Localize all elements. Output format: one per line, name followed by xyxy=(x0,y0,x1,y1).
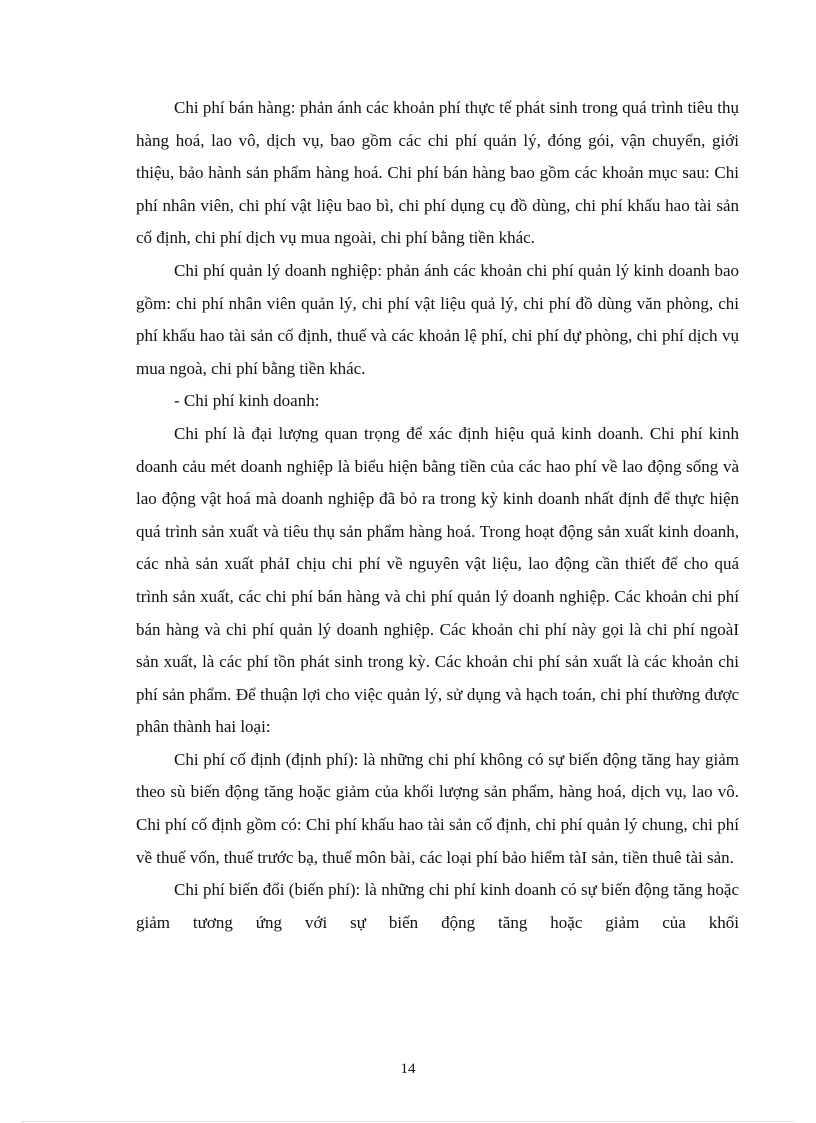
paragraph-variable-costs: Chi phí biến đổi (biến phí): là những chi phí kinh doanh có sự biến động tăng hoặc giảm tương ứng với sự biến động tăng hoặc giảm của khối xyxy=(136,880,739,932)
page-number: 14 xyxy=(400,1061,416,1077)
document-body xyxy=(136,92,739,939)
paragraph-selling-expenses: Chi phí bán hàng: phản ánh các khoản phí thực tế phát sinh trong quá trình tiêu thụ hàng hoá, lao vô, dịch vụ, bao gồm các chi phí quản lý, đóng gói, vận chuyển, giới thiệu, bảo hành sản phẩm hàng hoá. Chi phí bán hàng bao gồm các khoản mục sau: Chi phí nhân viên, chi phí vật liệu bao bì, chi phí dụng cụ đồ dùng, chi phí khấu hao tài sản cố định, chi phí dịch vụ mua ngoài, chi phí bằng tiền khác. xyxy=(136,98,739,248)
section-heading-business-expenses: - Chi phí kinh doanh: xyxy=(174,391,320,411)
paragraph-management-expenses: Chi phí quản lý doanh nghiệp: phản ánh các khoản chi phí quản lý kinh doanh bao gồm: chi phí nhân viên quản lý, chi phí vật liệu quả lý, chi phí đồ dùng văn phòng, chi phí khấu hao tài sản cố định, thuế và các khoản lệ phí, chi phí dự phòng, chi phí dịch vụ mua ngoà, chi phí bằng tiền khác. xyxy=(136,260,739,378)
paragraph-business-expenses: Chi phí là đại lượng quan trọng để xác định hiệu quả kinh doanh. Chi phí kinh doanh cảu mét doanh nghiệp là biểu hiện bằng tiền của các hao phí về lao động sống và lao động vật hoá mà doanh nghiệp đã bỏ ra trong kỳ kinh doanh nhất định để thực hiện quá trình sản xuất và tiêu thụ sản phẩm hàng hoá. Trong hoạt động sản xuất kinh doanh, các nhà sản xuất phảI chịu chi phí về nguyên vật liệu, lao động cần thiết để cho quá trình sản xuất, các chi phí bán hàng và chi phí quản lý doanh nghiệp. Các khoản chi phí bán hàng và chi phí quản lý doanh nghiệp. Các khoản chi phí này gọi là chi phí ngoàI sản xuất, là các phí tồn phát sinh trong kỳ. Các khoản chi phí sản xuất là các khoản chi phí sản phẩm. Để thuận lợi cho việc quản lý, sử dụng và hạch toán, chi phí thường được phân thành hai loại: xyxy=(136,423,739,737)
page-divider xyxy=(22,1121,794,1122)
paragraph-fixed-costs: Chi phí cố định (định phí): là những chi phí không có sự biến động tăng hay giảm theo sù biến động tăng hoặc giảm của khối lượng sản phẩm, hàng hoá, dịch vụ, lao vô. Chi phí cố định gồm có: Chi phí khấu hao tài sản cố định, chi phí quản lý chung, chi phí về thuế vốn, thuế trước bạ, thuế môn bài, các loại phí bảo hiểm tàI sản, tiền thuê tài sản. xyxy=(136,749,739,867)
